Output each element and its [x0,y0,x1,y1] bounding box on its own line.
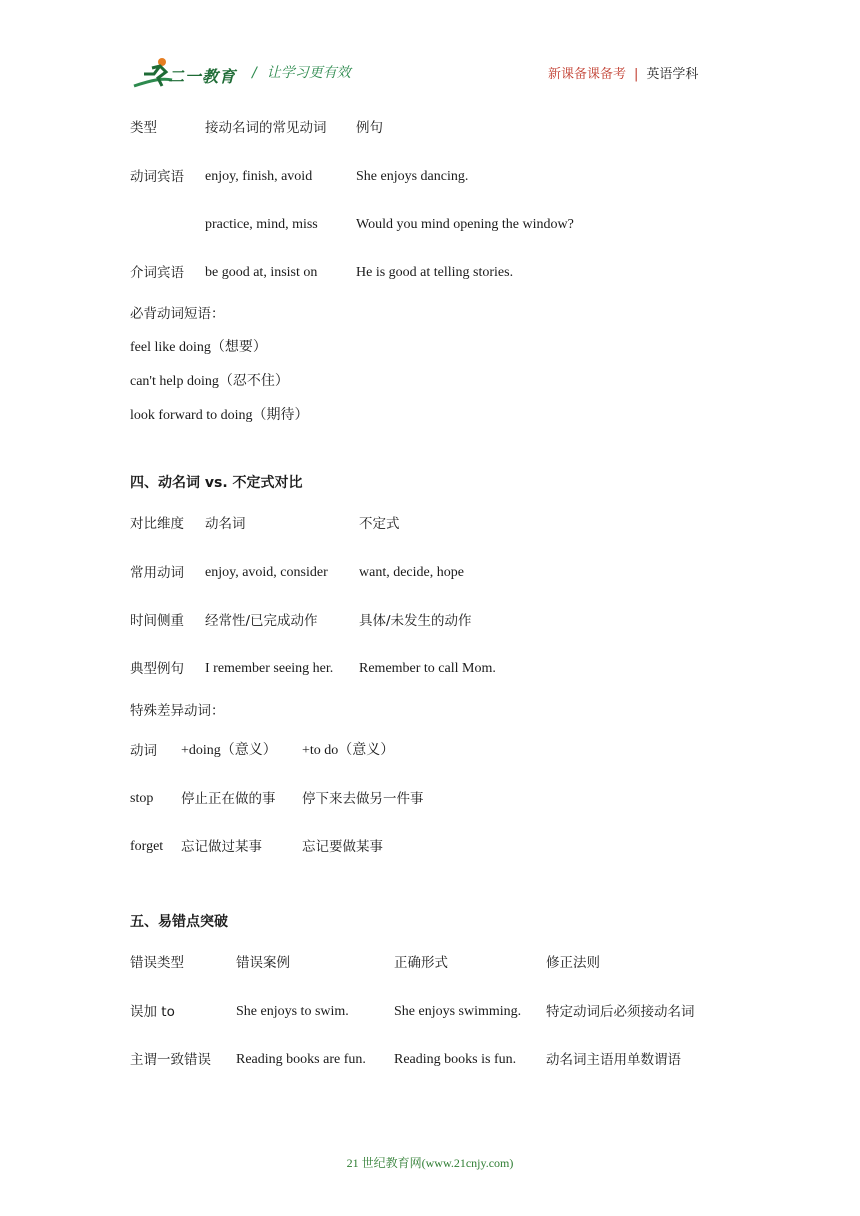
page-header [0,0,860,110]
table-cell: 忘记要做某事 [302,839,383,855]
header-subject [548,63,698,82]
header-subject-label: 英语学科 [646,67,699,82]
table-cell: She enjoys dancing. [356,169,469,184]
page-footer: 21 世纪教育网(www.21cnjy.com) [346,1156,514,1170]
logo-text: 二一教育 [168,67,237,86]
table-cell: She enjoys to swim. [236,1004,349,1019]
slogan-slash: / [252,65,257,81]
table-header: +to do（意义） [302,743,395,758]
list-item: can't help doing（忍不住） [130,374,289,389]
table-cell: 停止正在做的事 [181,791,276,807]
table-cell: want, decide, hope [359,565,464,580]
table-header: 不定式 [359,516,400,532]
table-cell: Reading books are fun. [236,1052,366,1067]
table-cell: 忘记做过某事 [181,839,262,855]
table-header: 动名词 [205,516,246,532]
header-separator: | [634,67,639,82]
table-cell: Would you mind opening the window? [356,217,574,232]
table-cell: Remember to call Mom. [359,661,496,676]
slogan [252,62,351,82]
table-header: 正确形式 [394,955,448,971]
table-cell: 停下来去做另一件事 [302,791,424,807]
table-cell: 典型例句 [130,661,184,677]
table-cell: I remember seeing her. [205,661,334,676]
table-cell: 时间侧重 [130,613,184,629]
table-header: 修正法则 [546,955,600,971]
table-cell: forget [130,839,164,854]
table-cell: 动词宾语 [130,169,184,185]
table-cell: 介词宾语 [130,265,184,281]
table-cell: She enjoys swimming. [394,1004,522,1019]
table-cell: enjoy, avoid, consider [205,565,328,580]
phrases-title: 必背动词短语： [130,306,225,322]
table-header: 例句 [356,120,383,136]
table-cell: 主谓一致错误 [130,1052,211,1068]
table-header: 错误案例 [236,955,290,971]
table-cell: 误加 to [130,1004,175,1020]
table-cell: 常用动词 [130,565,184,581]
table-header: 接动名词的常见动词 [205,120,327,136]
section-heading: 四、动名词 vs. 不定式对比 [130,475,303,491]
section-heading: 五、易错点突破 [130,914,228,930]
table-cell: He is good at telling stories. [356,265,514,280]
table-cell: 经常性/已完成动作 [205,613,318,629]
list-item: look forward to doing（期待） [130,408,309,423]
table-header: 动词 [130,743,157,759]
table-cell: enjoy, finish, avoid [205,169,313,184]
table-cell: 特定动词后必须接动名词 [546,1004,695,1020]
table-header: 对比维度 [130,516,184,532]
table-cell: stop [130,791,154,806]
table-header: 类型 [130,120,157,136]
list-item: feel like doing（想要） [130,340,267,355]
slogan-text: 让学习更有效 [266,65,351,81]
table-cell: 动名词主语用单数谓语 [546,1052,681,1068]
table-cell: 具体/未发生的动作 [359,613,472,629]
header-course-label: 新课备课备考 [548,67,627,82]
table-cell: be good at, insist on [205,265,318,280]
table-header: +doing（意义） [181,743,277,758]
table-header: 错误类型 [130,955,184,971]
table-cell: Reading books is fun. [394,1052,517,1067]
table-cell: practice, mind, miss [205,217,318,232]
special-verbs-title: 特殊差异动词： [130,703,225,719]
